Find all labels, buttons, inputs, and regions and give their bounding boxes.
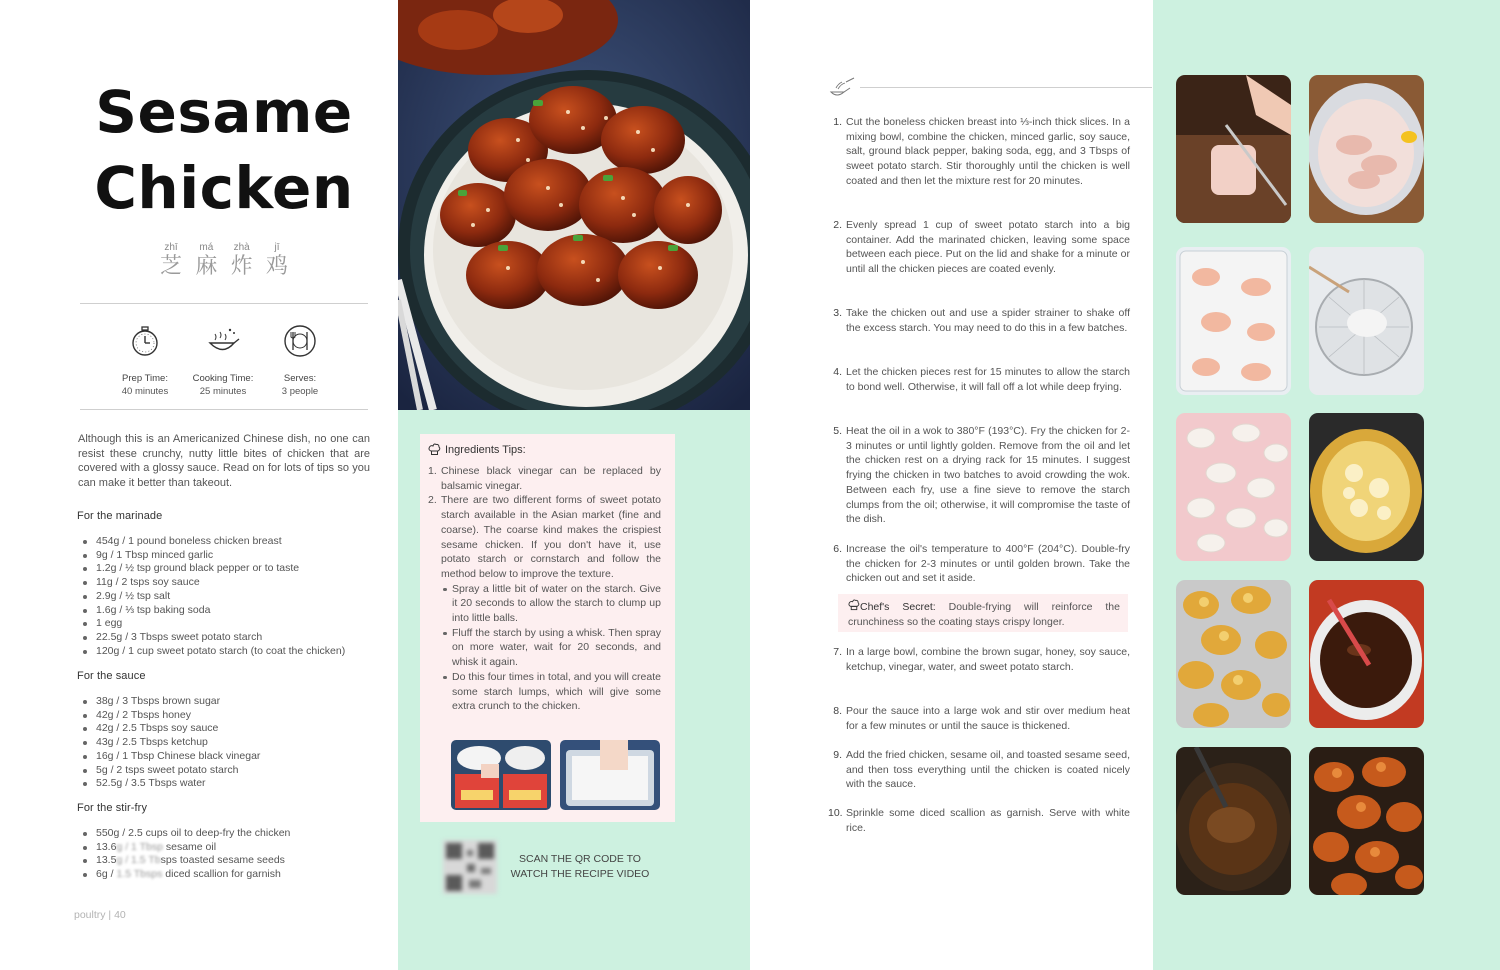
- serves-value: 3 people: [281, 386, 319, 397]
- step-text: Cut the boneless chicken breast into ⅓-inch thick slices. In a mixing bowl, combine the chicken, minced garlic, soy sauce, salt, ground black pepper, baking soda, egg, and 3 Tbsps of sweet potato starch. Stir thoroughly until the chicken is well coated and then let the mixture rest for 20 minutes.: [846, 116, 1130, 187]
- serves: [255, 324, 345, 398]
- list-item: 43g / 2.5 Tbsps ketchup: [81, 736, 381, 750]
- list-item: 1.6g / ⅓ tsp baking soda: [81, 604, 381, 618]
- list-item: [81, 841, 381, 855]
- page-number-left: poultry | 40: [74, 909, 126, 921]
- step-text: Increase the oil's temperature to 400°F (204°C). Double-fry the chicken for 2-3 minutes or until golden brown. Take the chicken out and set it aside.: [846, 543, 1130, 585]
- list-item: [81, 854, 381, 868]
- recipe-title: [50, 74, 398, 226]
- list-item: 1 egg: [81, 617, 381, 631]
- chinese-char-2: [189, 242, 223, 280]
- tips-heading-text: Ingredients Tips:: [445, 443, 526, 456]
- blurred-text: g / 1.5 Tb: [116, 854, 161, 867]
- step-photo-resting: [1176, 413, 1291, 561]
- step-8: [828, 704, 1130, 733]
- chefs-secret-box: [838, 594, 1128, 632]
- chinese-name: [154, 242, 294, 280]
- list-item: 11g / 2 tsps soy sauce: [81, 576, 381, 590]
- cook-label: Cooking Time:: [192, 373, 254, 384]
- marinade-list: [81, 535, 381, 658]
- stirfry-heading: For the stir-fry: [77, 802, 148, 814]
- step-5: [828, 424, 1130, 527]
- step-photo-marinating: [1309, 75, 1424, 223]
- tips-list: [428, 464, 661, 714]
- step-number: 8.: [833, 705, 842, 717]
- step-number: 7.: [833, 646, 842, 658]
- wok-icon: [206, 324, 240, 358]
- step-photo-frying: [1309, 413, 1424, 561]
- wok-sauce-image: [1176, 747, 1291, 895]
- list-item: Fluff the starch by using a whisk. Then spray on more water, wait for 20 seconds, and whisk it again.: [441, 626, 661, 670]
- list-item: [81, 868, 381, 882]
- step-number: 4.: [833, 366, 842, 378]
- list-item: 22.5g / 3 Tbsps sweet potato starch: [81, 631, 381, 645]
- list-item: 2.9g / ½ tsp salt: [81, 590, 381, 604]
- step-text: Pour the sauce into a large wok and stir over medium heat for a few minutes or until the sauce is thickened.: [846, 705, 1130, 732]
- tips-heading: [428, 443, 661, 456]
- list-item: 120g / 1 cup sweet potato starch (to coat the chicken): [81, 645, 381, 659]
- list-item: 42g / 2 Tbsps honey: [81, 709, 381, 723]
- list-item: [81, 827, 381, 841]
- step-photo-tossing: [1309, 747, 1424, 895]
- list-item: 9g / 1 Tbsp minced garlic: [81, 549, 381, 563]
- step-text: Sprinkle some diced scallion as garnish. Serve with white rice.: [846, 807, 1130, 834]
- resting-chicken-image: [1176, 413, 1291, 561]
- item-text: sesame oil: [162, 840, 217, 853]
- item-text: diced scallion for garnish: [162, 868, 281, 881]
- item-text: 6g /: [96, 868, 117, 881]
- sauce-heading: For the sauce: [77, 670, 146, 682]
- step-number: 10.: [828, 807, 843, 819]
- list-item: 42g / 2.5 Tbsps soy sauce: [81, 722, 381, 736]
- coating-starch-image: [1176, 247, 1291, 395]
- starch-package-photo: [451, 740, 551, 810]
- tips-sublist: [441, 582, 661, 714]
- step-photo-fried-chicken: [1176, 580, 1291, 728]
- divider: [860, 87, 1152, 88]
- blurred-text: g / 1 Tbsp: [116, 840, 163, 853]
- chef-hat-icon: [428, 443, 441, 456]
- tossed-chicken-image: [1309, 747, 1424, 895]
- qr-caption: [505, 852, 655, 881]
- dish-photo: [398, 0, 750, 410]
- step-text: Let the chicken pieces rest for 15 minutes to allow the starch to bond well. Otherwise, it will fall off a lot while deep frying.: [846, 366, 1130, 393]
- prep-label: Prep Time:: [122, 373, 168, 384]
- chinese-char-3: [225, 242, 259, 280]
- step-photo-slicing: [1176, 75, 1291, 223]
- intro-paragraph: Although this is an Americanized Chinese dish, no one can resist these crunchy, nutty little bites of chicken that are covered with a glossy sauce. Read on for lots of tips so you can make it better than takeout.: [78, 433, 370, 490]
- pinyin: má: [199, 242, 214, 253]
- starch-tray-image: [560, 740, 660, 810]
- item-text: Chinese black vinegar can be replaced by balsamic vinegar.: [441, 465, 661, 492]
- hanzi: 芝: [159, 254, 182, 279]
- step-text: Heat the oil in a wok to 380°F (193°C). Fry the chicken for 2-3 minutes or until lightly golden. Remove from the oil and let the chicken rest on a drying rack for 15 minutes. I suggest frying the chicken in two batches to avoid crowding the wok. Between each fry, use a fine sieve to remove the starch clumps from the oil; otherwise, it will compromise the taste of the dish.: [846, 425, 1130, 526]
- item-number: 1.: [428, 465, 437, 477]
- sauce-list: [81, 695, 381, 791]
- step-photo-sauce: [1309, 580, 1424, 728]
- qr-caption-line-2: WATCH THE RECIPE VIDEO: [510, 867, 650, 880]
- step-number: 9.: [833, 749, 842, 761]
- spider-strainer-image: [1309, 247, 1424, 395]
- sauce-bowl-image: [1309, 580, 1424, 728]
- list-item: 5g / 2 tsps sweet potato starch: [81, 764, 381, 778]
- hanzi: 麻: [195, 254, 218, 279]
- secret-text: Double-frying will reinforce the crunchiness so the coating stays crispy longer.: [848, 601, 1120, 628]
- item-text: 13.5: [96, 854, 117, 867]
- blurred-text: 1.5 Tbsps: [116, 868, 163, 881]
- qr-code[interactable]: [443, 840, 497, 894]
- step-number: 3.: [833, 307, 842, 319]
- prep-time: [100, 324, 190, 398]
- marinade-heading: For the marinade: [77, 510, 163, 522]
- item-text: 13.6: [96, 840, 117, 853]
- slicing-chicken-image: [1176, 75, 1291, 223]
- pinyin: jī: [274, 242, 280, 253]
- list-item: [428, 493, 661, 714]
- serves-label: Serves:: [283, 373, 317, 384]
- step-text: Take the chicken out and use a spider strainer to shake off the excess starch. You may need to do this in a few batches.: [846, 307, 1130, 334]
- whisk-icon: [828, 76, 856, 98]
- marinating-chicken-image: [1309, 75, 1424, 223]
- step-3: [828, 306, 1130, 335]
- step-10: [828, 806, 1130, 835]
- step-7: [828, 645, 1130, 674]
- step-photo-coating: [1176, 247, 1291, 395]
- hanzi: 炸: [230, 254, 253, 279]
- chinese-char-1: [154, 242, 188, 280]
- step-text: Evenly spread 1 cup of sweet potato starch into a big container. Add the marinated chicken, leaving some space between each piece. Put on the lid and shake for a minute or until all the chicken pieces are coated evenly.: [846, 219, 1130, 276]
- secret-label: Chef's Secret:: [860, 601, 936, 613]
- timer-icon: [128, 324, 162, 358]
- step-9: [828, 748, 1130, 792]
- sesame-chicken-photo: [398, 0, 750, 410]
- step-photo-wok-sauce: [1176, 747, 1291, 895]
- chinese-char-4: [260, 242, 294, 280]
- step-number: 6.: [833, 543, 842, 555]
- list-item: 1.2g / ½ tsp ground black pepper or to taste: [81, 562, 381, 576]
- pinyin: zhī: [164, 242, 178, 253]
- list-item: Spray a little bit of water on the starch. Give it 20 seconds to allow the starch to clump up into little balls.: [441, 582, 661, 626]
- list-item: 454g / 1 pound boneless chicken breast: [81, 535, 381, 549]
- stirfry-list: [81, 827, 381, 882]
- fried-chicken-image: [1176, 580, 1291, 728]
- item-number: 2.: [428, 494, 437, 507]
- list-item: [428, 464, 661, 493]
- divider: [80, 409, 368, 410]
- title-line-2: Chicken: [94, 154, 354, 222]
- qr-caption-line-1: SCAN THE QR CODE TO: [519, 853, 641, 865]
- item-text: There are two different forms of sweet potato starch available in the Asian market (fine and coarse). The coarse kind makes the crispiest sesame chicken. If you don't have it, use potato starch or cornstarch and follow the method below to improve the texture.: [441, 494, 661, 580]
- pinyin: zhà: [233, 242, 250, 253]
- item-text: 550g / 2.5 cups oil to deep-fry the chicken: [96, 827, 291, 839]
- step-photo-strainer: [1309, 247, 1424, 395]
- cook-value: 25 minutes: [199, 386, 247, 397]
- step-6: [828, 542, 1130, 586]
- step-1: [828, 115, 1130, 189]
- step-text: In a large bowl, combine the brown sugar, honey, soy sauce, ketchup, vinegar, water, and sweet potato starch.: [846, 646, 1130, 673]
- step-number: 2.: [833, 219, 842, 231]
- plate-cutlery-icon: [283, 324, 317, 358]
- step-number: 5.: [833, 425, 842, 437]
- step-4: [828, 365, 1130, 394]
- list-item: 16g / 1 Tbsp Chinese black vinegar: [81, 750, 381, 764]
- step-text: Add the fried chicken, sesame oil, and toasted sesame seed, and then toss everything until the chicken is coated nicely with the sauce.: [846, 749, 1130, 791]
- list-item: 38g / 3 Tbsps brown sugar: [81, 695, 381, 709]
- step-2: [828, 218, 1130, 277]
- list-item: 52.5g / 3.5 Tbsps water: [81, 777, 381, 791]
- divider: [80, 303, 368, 304]
- chef-hat-icon: [848, 599, 860, 611]
- title-line-1: Sesame: [95, 78, 353, 146]
- starch-bags-image: [451, 740, 551, 810]
- starch-tray-photo: [560, 740, 660, 810]
- step-number: 1.: [833, 116, 842, 128]
- item-text: sps toasted sesame seeds: [160, 854, 285, 867]
- hanzi: 鸡: [265, 254, 288, 279]
- prep-value: 40 minutes: [121, 386, 169, 397]
- deep-frying-image: [1309, 413, 1424, 561]
- list-item: Do this four times in total, and you will create some starch lumps, which will give some extra crunch to the chicken.: [441, 670, 661, 714]
